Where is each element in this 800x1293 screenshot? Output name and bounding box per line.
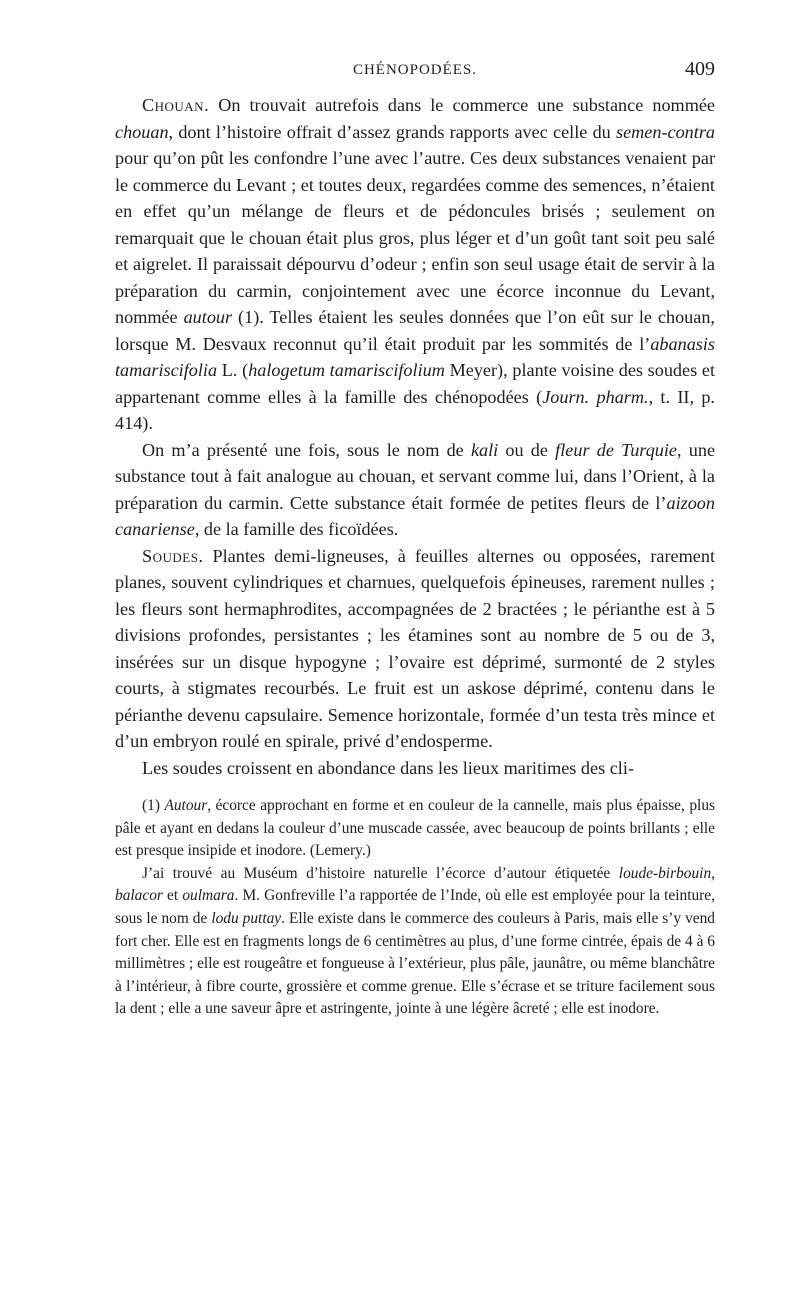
italic-term: kali: [470, 439, 499, 460]
footnote-marker: (1): [142, 797, 165, 814]
text-run: , de la famille des ficoïdées.: [194, 519, 399, 539]
section-heading-soudes: Soudes.: [142, 545, 204, 566]
italic-term: balacor: [115, 887, 163, 905]
text-run: . Elle existe dans le commerce des couleurs à Paris, mais elle s’y vend fort cher. Elle est en fragments longs de 6 centimètres au plus, d’une forme cintrée, épais de 4 à 6 millimètres ; elle est rougeâtre et fongueuse à l’extérieur, plus pâle, jaunâtre, ou même blanchâtre à l’intérieur, à fibre courte, grossière et comme grenue. Elle s’écrase et se triture facilement sous la dent ; elle a une saveur âpre et astringente, jointe à une légère âcreté ; elle est inodore.: [115, 909, 715, 1018]
text-run: (1). Telles étaient les seules données que l’on eût sur le chouan, lorsque M. Desvaux reconnut qu’il était produit par les sommités de l’: [115, 307, 715, 354]
italic-term: fleur de Turquie: [555, 439, 678, 460]
italic-term: Autour: [164, 797, 208, 814]
text-run: , écorce approchant en forme et en couleur de la cannelle, mais plus épaisse, plus pâle et ayant en dedans la couleur d’une muscade cassée, avec beaucoup de points brillants ; elle est presque insipide et inodore. (Lemery.): [115, 797, 715, 860]
italic-term: aizoon canariense: [115, 492, 715, 539]
text-run: , dont l’histoire offrait d’assez grands rapports avec celle du: [168, 121, 616, 142]
italic-term: autour: [183, 307, 233, 327]
text-run: On trouvait autrefois dans le commerce une substance nommée: [209, 95, 715, 115]
page-number: 409: [685, 58, 715, 80]
text-run: L. (: [217, 360, 249, 380]
text-run: et: [162, 887, 183, 905]
text-run: pour qu’on pût les confondre l’une avec l’autre. Ces deux substances venaient par le commerce du Levant ; et toutes deux, regardées comme des semences, n’étaient en effet qu’un mélange de fleurs et de pédoncules brisés ; seulement on remarquait que le chouan était plus gros, plus léger et d’un goût tant soit peu salé et aigrelet. Il paraissait dépourvu d’odeur ; enfin son seul usage était de servir à la préparation du carmin, conjointement avec une écorce inconnue du Levant, nommée: [115, 148, 715, 327]
paragraph-kali: [115, 437, 715, 543]
text-run: , t. II, p. 414).: [115, 386, 715, 433]
paragraph-chouan: [115, 92, 715, 437]
running-header: [115, 58, 715, 84]
italic-term: lodu puttay: [211, 909, 282, 927]
text-run: Les soudes croissent en abondance dans les lieux maritimes des cli-: [142, 757, 634, 778]
text-run: Meyer), plante voisine des soudes et appartenant comme elles à la famille des chénopodées (: [115, 360, 715, 407]
main-text: [115, 92, 715, 781]
text-run: J’ai trouvé au Muséum d’histoire naturelle l’écorce d’autour étiquetée: [142, 864, 619, 882]
italic-term: semen-contra: [616, 121, 715, 142]
text-run: On m’a présenté une fois, sous le nom de: [142, 439, 471, 460]
text-run: ,: [711, 864, 715, 882]
italic-term: Journ. pharm.: [542, 386, 649, 407]
italic-term: halogetum tamariscifolium: [248, 360, 445, 380]
book-page: [115, 58, 715, 1021]
italic-term: oulmara: [182, 887, 235, 905]
text-run: . M. Gonfreville l’a rapportée de l’Inde, où elle est employée pour la teinture, sous le nom de: [115, 887, 715, 927]
footnotes: [115, 795, 715, 1021]
section-heading-chouan: Chouan.: [142, 95, 210, 115]
text-run: ou de: [498, 439, 556, 460]
running-title: CHÉNOPODÉES.: [352, 62, 478, 78]
text-run: , une substance tout à fait analogue au chouan, et servant comme lui, dans l’Orient, à la préparation du carmin. Cette substance était formée de petites fleurs de l’: [115, 439, 716, 513]
footnote-1: [115, 795, 715, 863]
italic-term: chouan: [115, 121, 169, 142]
text-run: Plantes demi-ligneuses, à feuilles alternes ou opposées, rarement planes, souvent cylindriques et charnues, quelquefois épineuses, rarement nulles ; les fleurs sont hermaphrodites, accompagnées de 2 bractées ; le périanthe est à 5 divisions profondes, persistantes ; les étamines sont au nombre de 5 ou de 3, insérées sur un disque hypogyne ; l’ovaire est déprimé, surmonté de 2 styles courts, à stigmates recourbés. Le fruit est un askose déprimé, contenu dans le périanthe devenu capsulaire. Semence horizontale, formée d’un testa très mince et d’un embryon roulé en spirale, privé d’endosperme.: [115, 545, 715, 751]
italic-term: abanasis tamariscifolia: [115, 333, 715, 380]
paragraph-soudes: [115, 543, 715, 755]
footnote-1-continued: [115, 863, 715, 1021]
italic-term: loude-birbouin: [618, 864, 712, 882]
paragraph-soudes-climats: [115, 755, 715, 782]
